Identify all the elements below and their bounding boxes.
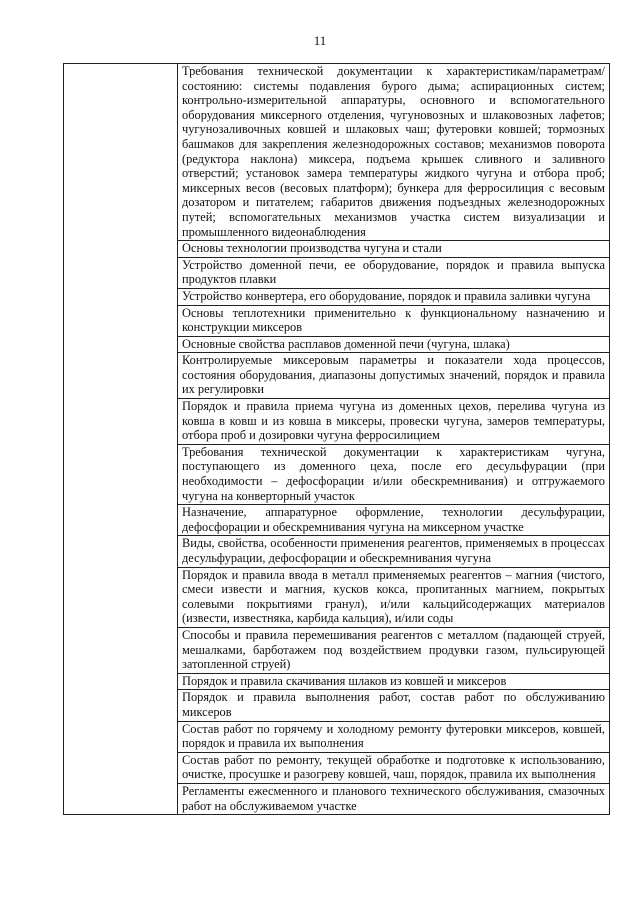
table-cell: Требования технической документации к характеристикам/параметрам/состоянию: системы подавления бурого дыма; аспирационных систем; контрольно-измерительной аппаратуры, основного и вспомогательного оборудования миксерного отделения, чугуновозных и шлаковозных лафетов; чугунозаливочных ковшей и шлаковых чаш; футеровки ковшей; тормозных башмаков для закрепления железнодорожных составов; механизмов поворота (редуктора наклона) миксера, подъема крышек сливного и заливного отверстий; установок замера температуры жидкого чугуна и отбора проб; миксерных весов (весовых платформ); бункера для ферросилиция с весовым дозатором и питателем; габаритов движения подъездных железнодорожных путей; вспомогательных механизмов участка систем визуализации и промышленного видеонаблюдения [178,64,610,241]
table-cell: Порядок и правила приема чугуна из доменных цехов, перелива чугуна из ковша в ковш и из ковша в миксеры, провески чугуна, замеров температуры, отбора проб и дозировки чугуна ферросилицием [178,399,610,445]
table-cell: Назначение, аппаратурное оформление, технологии десульфурации, дефосфорации и обескремнивания чугуна на миксерном участке [178,505,610,536]
table-cell: Виды, свойства, особенности применения реагентов, применяемых в процессах десульфурации, дефосфорации и обескремнивания чугуна [178,536,610,567]
requirements-table [63,63,610,815]
table-cell: Регламенты ежесменного и планового технического обслуживания, смазочных работ на обслуживаемом участке [178,783,610,814]
table-cell: Основные свойства расплавов доменной печи (чугуна, шлака) [178,336,610,353]
left-column-cell [64,64,178,815]
table-cell: Порядок и правила выполнения работ, состав работ по обслуживанию миксеров [178,690,610,721]
table-cell: Состав работ по ремонту, текущей обработке и подготовке к использованию, очистке, просушке и разогреву ковшей, чаш, порядок, правила их выполнения [178,752,610,783]
table-cell: Устройство конвертера, его оборудование, порядок и правила заливки чугуна [178,288,610,305]
table-cell: Устройство доменной печи, ее оборудование, порядок и правила выпуска продуктов плавки [178,257,610,288]
table-row [64,64,610,241]
table-cell: Способы и правила перемешивания реагентов с металлом (падающей струей, мешалками, барботажем под воздействием продувки газом, пульсирующей затопленной струей) [178,627,610,673]
table-cell: Основы теплотехники применительно к функциональному назначению и конструкции миксеров [178,305,610,336]
table-cell: Порядок и правила скачивания шлаков из ковшей и миксеров [178,673,610,690]
table-cell: Контролируемые миксеровым параметры и показатели хода процессов, состояния оборудования, диапазоны допустимых значений, порядок и правила их регулировки [178,353,610,399]
table-cell: Порядок и правила ввода в металл применяемых реагентов – магния (чистого, смеси извести и магния, кусков кокса, пропитанных магнием, покрытых солевыми покрытиями гранул), и/или кальцийсодержащих материалов (извести, известняка, карбида кальция), и/или соды [178,567,610,627]
page-number: 11 [313,33,327,48]
table-cell: Состав работ по горячему и холодному ремонту футеровки миксеров, ковшей, порядок и правила их выполнения [178,721,610,752]
table-cell: Требования технической документации к характеристикам чугуна, поступающего из доменного цеха, после его десульфурации (при необходимости – дефосфорации и/или обескремнивания) и отгружаемого чугуна на конверторный участок [178,444,610,504]
table-cell: Основы технологии производства чугуна и стали [178,241,610,258]
